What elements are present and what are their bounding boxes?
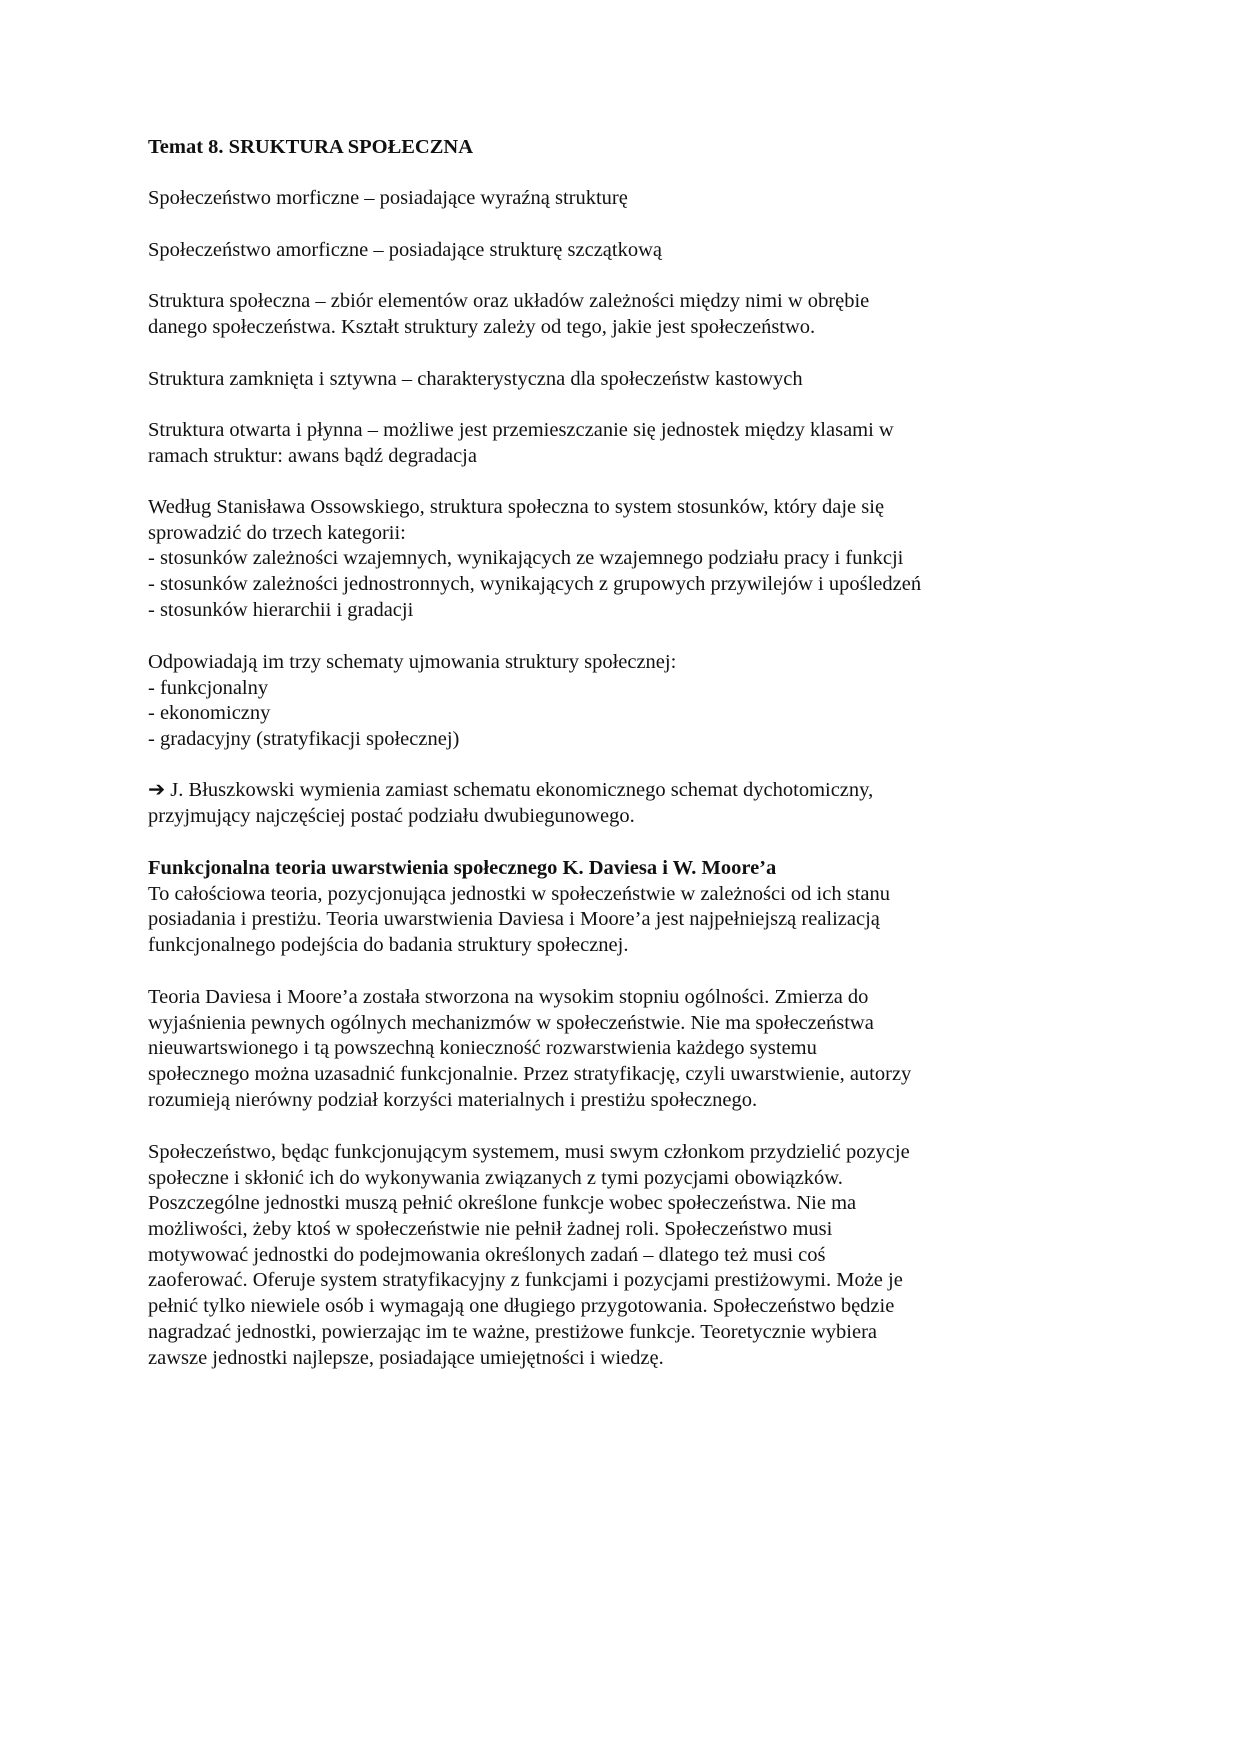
text-line: motywować jednostki do podejmowania określonych zadań – dlatego też musi coś bbox=[148, 1243, 826, 1266]
text-line: możliwości, żeby ktoś w społeczeństwie nie pełnił żadnej roli. Społeczeństwo musi bbox=[148, 1218, 833, 1241]
text-line: Struktura społeczna – zbiór elementów oraz układów zależności między nimi w obrębie bbox=[148, 290, 870, 312]
text-line: społecznego można uzasadnić funkcjonalnie. Przez stratyfikację, czyli uwarstwienie, autorzy bbox=[148, 1063, 912, 1086]
text-line: zaoferować. Oferuje system stratyfikacyjny z funkcjami i pozycjami prestiżowymi. Może je bbox=[148, 1269, 903, 1292]
paragraph bbox=[148, 650, 1108, 753]
text-line: Społeczeństwo morficzne – posiadające wyraźną strukturę bbox=[148, 187, 628, 209]
paragraph bbox=[148, 186, 1108, 212]
text-line: - ekonomiczny bbox=[148, 702, 271, 725]
text-line: społeczne i skłonić ich do wykonywania związanych z tymi pozycjami obowiązków. bbox=[148, 1166, 843, 1189]
paragraph bbox=[148, 985, 1108, 1113]
text-line: ➔ J. Błuszkowski wymienia zamiast schematu ekonomicznego schemat dychotomiczny, bbox=[148, 779, 874, 801]
document-title: Temat 8. SRUKTURA SPOŁECZNA bbox=[148, 136, 474, 158]
paragraph bbox=[148, 856, 1108, 959]
document-title-block bbox=[148, 135, 1108, 161]
paragraph bbox=[148, 778, 1108, 829]
text-line: nieuwartswionego i tą powszechną konieczność rozwarstwienia każdego systemu bbox=[148, 1037, 817, 1060]
text-line: Struktura zamknięta i sztywna – charakterystyczna dla społeczeństw kastowych bbox=[148, 368, 803, 390]
paragraph bbox=[148, 1140, 1108, 1371]
text-line: zawsze jednostki najlepsze, posiadające umiejętności i wiedzę. bbox=[148, 1346, 664, 1369]
paragraph bbox=[148, 495, 1108, 623]
text-line: rozumieją nierówny podział korzyści materialnych i prestiżu społecznego. bbox=[148, 1088, 758, 1111]
text-line: - stosunków zależności jednostronnych, wynikających z grupowych przywilejów i upośledzeń bbox=[148, 573, 922, 596]
paragraph bbox=[148, 238, 1108, 264]
text-line: Odpowiadają im trzy schematy ujmowania struktury społecznej: bbox=[148, 651, 677, 673]
text-line: ramach struktur: awans bądź degradacja bbox=[148, 444, 477, 467]
text-line: - gradacyjny (stratyfikacji społecznej) bbox=[148, 728, 460, 751]
text-line: Struktura otwarta i płynna – możliwe jest przemieszczanie się jednostek między klasami w bbox=[148, 419, 894, 441]
text-line: danego społeczeństwa. Kształt struktury zależy od tego, jakie jest społeczeństwo. bbox=[148, 315, 816, 338]
text-line: sprowadzić do trzech kategorii: bbox=[148, 521, 406, 544]
paragraph bbox=[148, 289, 1108, 340]
text-line: funkcjonalnego podejścia do badania struktury społecznej. bbox=[148, 934, 629, 957]
text-line: Teoria Daviesa i Moore’a została stworzona na wysokim stopniu ogólności. Zmierza do bbox=[148, 986, 869, 1008]
text-line: To całościowa teoria, pozycjonująca jednostki w społeczeństwie w zależności od ich stanu bbox=[148, 882, 891, 905]
text-line: Społeczeństwo amorficzne – posiadające strukturę szczątkową bbox=[148, 239, 662, 261]
text-line: pełnić tylko niewiele osób i wymagają one długiego przygotowania. Społeczeństwo będzie bbox=[148, 1295, 895, 1318]
text-line: posiadania i prestiżu. Teoria uwarstwienia Daviesa i Moore’a jest najpełniejszą realizacją bbox=[148, 908, 880, 931]
paragraph bbox=[148, 418, 1108, 469]
text-line: Społeczeństwo, będąc funkcjonującym systemem, musi swym członkom przydzielić pozycje bbox=[148, 1141, 910, 1163]
text-line: Według Stanisława Ossowskiego, struktura społeczna to system stosunków, który daje się bbox=[148, 496, 885, 518]
text-line: - funkcjonalny bbox=[148, 676, 269, 699]
text-line: - stosunków hierarchii i gradacji bbox=[148, 598, 414, 621]
text-line: wyjaśnienia pewnych ogólnych mechanizmów w społeczeństwie. Nie ma społeczeństwa bbox=[148, 1011, 874, 1034]
text-line: nagradzać jednostki, powierzając im te ważne, prestiżowe funkcje. Teoretycznie wybiera bbox=[148, 1320, 878, 1343]
paragraph bbox=[148, 367, 1108, 393]
section-heading: Funkcjonalna teoria uwarstwienia społecznego K. Daviesa i W. Moore’a bbox=[148, 857, 777, 879]
text-line: Poszczególne jednostki muszą pełnić określone funkcje wobec społeczeństwa. Nie ma bbox=[148, 1192, 857, 1215]
text-line: przyjmujący najczęściej postać podziału dwubiegunowego. bbox=[148, 804, 635, 827]
text-line: - stosunków zależności wzajemnych, wynikających ze wzajemnego podziału pracy i funkcji bbox=[148, 547, 904, 570]
